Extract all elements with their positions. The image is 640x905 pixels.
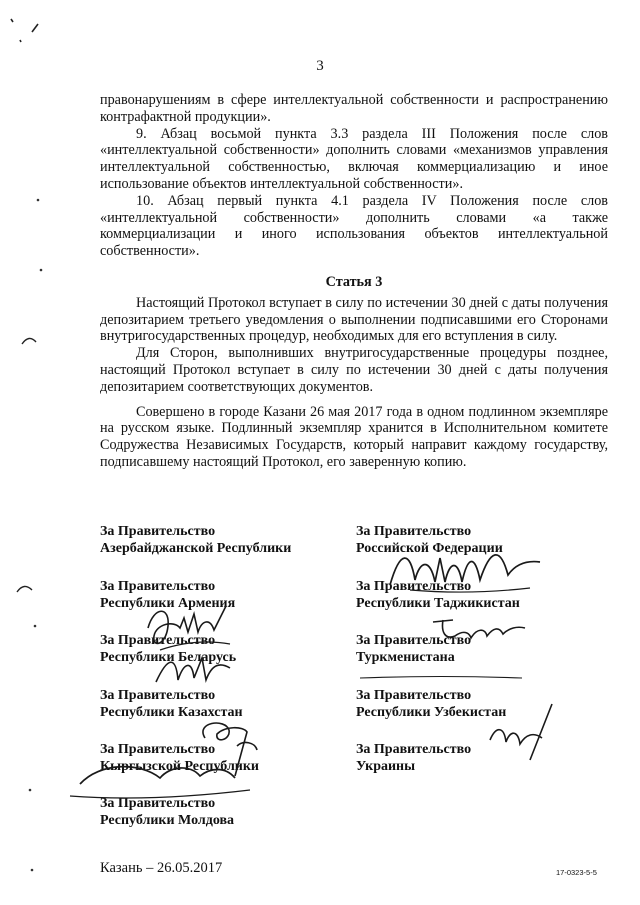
signature-party-line1: За Правительство — [356, 688, 472, 703]
signature-party-line1: За Правительство — [100, 524, 216, 539]
margin-mark-arc — [14, 578, 38, 602]
handwritten-signature — [150, 650, 240, 690]
signature-party-line1: За Правительство — [100, 579, 216, 594]
paragraph: Для Сторон, выполнивших внутригосударственные процедуры позднее, настоящий Протокол вступает в силу по истечении 30 дней с даты получения депозитарием соответствующих документов. — [100, 345, 608, 395]
signature-party-line1: За Правительство — [100, 742, 216, 757]
signature-block — [356, 742, 471, 775]
signature-party-line1: За Правительство — [100, 796, 216, 811]
signature-party-line2: Украины — [356, 758, 416, 774]
signature-party-line2: Республики Молдова — [100, 812, 235, 828]
page-number: 3 — [316, 58, 324, 74]
footer-place-date: Казань – 26.05.2017 — [100, 860, 223, 876]
paragraph: 10. Абзац первый пункта 4.1 раздела IV Положения после слов «интеллектуальной собственности» дополнить словами «а также коммерциализации и иного использования объектов интеллектуальной собственности». — [100, 192, 608, 260]
signature-party-line2: Кыргызской Республики — [100, 758, 259, 774]
signature-party-line2: Республики Таджикистан — [356, 595, 520, 611]
signature-party-line2: Республики Беларусь — [100, 649, 237, 665]
paragraph: 9. Абзац восьмой пункта 3.3 раздела III Положения после слов «интеллектуальной собственности» дополнить словами «механизмов управления интеллектуальной собственностью, включая коммерциализацию и иное использование объектов интеллектуальной собственности». — [100, 125, 608, 192]
margin-mark-arc — [20, 330, 40, 350]
signature-party-line2: Российской Федерации — [356, 540, 503, 556]
signature-party-line1: За Правительство — [356, 524, 472, 539]
signature-party-line2: Туркменистана — [356, 649, 455, 665]
signature-party-line1: За Правительство — [100, 688, 216, 703]
paragraph: правонарушениям в сфере интеллектуальной собственности и распространению контрафактной продукции». — [100, 92, 608, 125]
paragraph: Настоящий Протокол вступает в силу по истечении 30 дней с даты получения депозитарием третьего уведомления о выполнении подписавшими его Сторонами внутригосударственных процедур, необходимых для его вступления в силу. — [100, 294, 608, 345]
handwritten-signature — [470, 700, 560, 770]
signature-party-line1: За Правительство — [100, 633, 216, 648]
signature-party-line2: Республики Армения — [100, 595, 236, 611]
signature-party-line2: Республики Узбекистан — [356, 704, 507, 720]
margin-mark-dots — [30, 190, 50, 310]
signature-party-line1: За Правительство — [356, 579, 472, 594]
signature-underline — [356, 674, 526, 682]
handwritten-signature — [60, 756, 260, 806]
signature-party-line1: За Правительство — [356, 742, 472, 757]
footer-document-code: 17-0323-5-5 — [556, 868, 597, 877]
handwritten-signature — [425, 608, 535, 648]
signature-party-line1: За Правительство — [356, 633, 472, 648]
handwritten-signature — [380, 540, 550, 600]
margin-mark-dots — [20, 620, 50, 880]
document-body — [100, 92, 608, 471]
handwritten-signature — [140, 598, 250, 658]
signature-party-line2: Азербайджанской Республики — [100, 540, 292, 556]
signature-party-line2: Республики Казахстан — [100, 704, 243, 720]
margin-mark-top — [8, 14, 48, 44]
signature-block — [100, 524, 291, 557]
paragraph: Совершено в городе Казани 26 мая 2017 года в одном подлинном экземпляре на русском языке. Подлинный экземпляр хранится в Исполнительном комитете Содружества Независимых Государств, который направит каждому государству, подписавшему настоящий Протокол, его заверенную копию. — [100, 403, 608, 470]
article-heading: Статья 3 — [325, 273, 383, 290]
